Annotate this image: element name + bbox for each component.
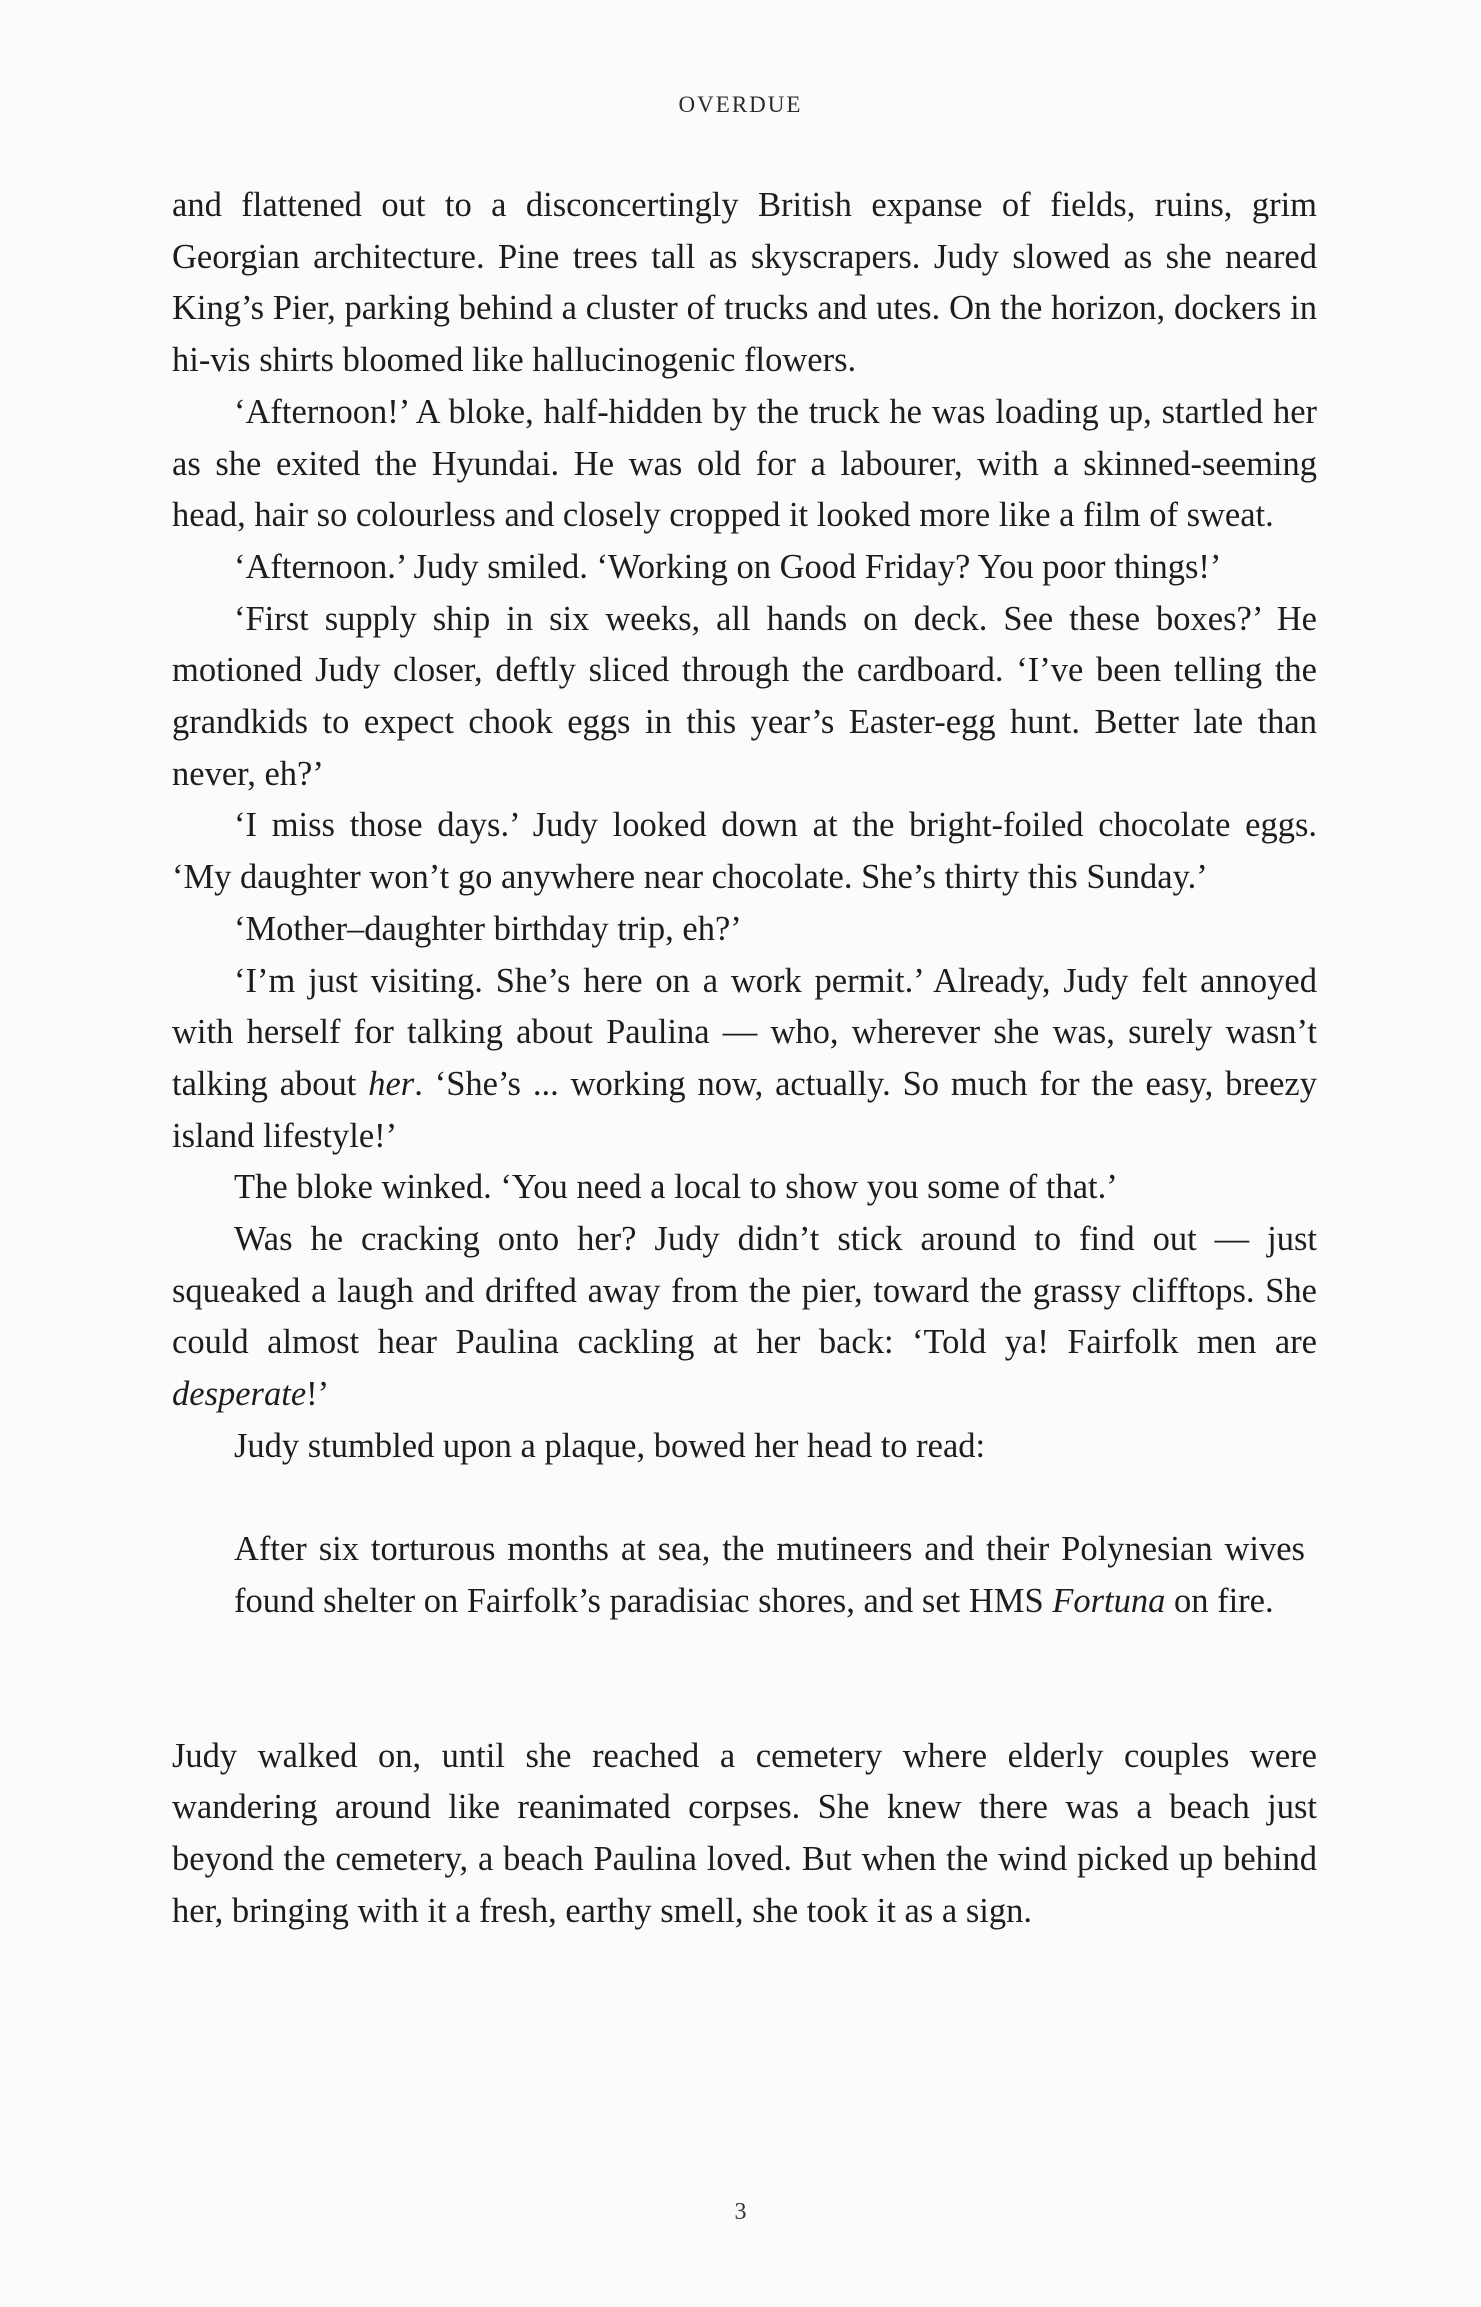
paragraph-7-emphasis: her [368,1064,415,1103]
paragraph-11: Judy walked on, until she reached a cemetery where elderly couples were wandering around like reanimated corpses. She knew there was a beach just beyond the cemetery, a beach Paulina loved. But when the wind picked up behind her, bringing with it a fresh, earthy smell, she took it as a sign. [172,1736,1317,1930]
paragraph-5: ‘I miss those days.’ Judy looked down at the bright-foiled chocolate eggs. ‘My daughter won’t go anywhere near chocolate. She’s thirty this Sunday.’ [172,806,1317,897]
running-head: OVERDUE [678,92,803,117]
paragraph-1: and flattened out to a disconcertingly British expanse of fields, ruins, grim Georgian architecture. Pine trees tall as skyscrapers. Judy slowed as she neared King’s Pier, parking behind a cluster of trucks and utes. On the horizon, dockers in hi-vis shirts bloomed like hallucinogenic flowers. [172,186,1317,380]
paragraph-9-emphasis: desperate [172,1375,307,1414]
page-number: 3 [734,2199,747,2225]
paragraph-10: Judy stumbled upon a plaque, bowed her head to read: [234,1426,986,1465]
paragraph-3: ‘Afternoon.’ Judy smiled. ‘Working on Good Friday? You poor things!’ [234,547,1222,586]
paragraph-9-text-b: !’ [306,1375,330,1414]
paragraph-2: ‘Afternoon!’ A bloke, half-hidden by the truck he was loading up, startled her as she exited the Hyundai. He was old for a labourer, with a skinned-seeming head, hair so colourless and closely cropped it looked more like a film of sweat. [172,392,1317,535]
paragraph-7-text-a: ‘I’m just visiting. She’s here on a work permit.’ Already, Judy felt annoyed with herself for talking about Paulina — who, wherever she was, surely wasn’t talking about [172,961,1317,1103]
plaque-text-b: on fire. [1165,1581,1274,1620]
paragraph-8: The bloke winked. ‘You need a local to show you some of that.’ [234,1168,1118,1207]
plaque-ship-name: Fortuna [1052,1581,1166,1620]
plaque-quote [172,1524,1317,1627]
paragraph-7 [172,956,1317,1163]
plaque-text-a: After six torturous months at sea, the mutineers and their Polynesian wives found shelter on Fairfolk’s paradisiac shores, and set HMS [234,1530,1305,1620]
paragraph-9 [172,1214,1317,1421]
paragraph-9-text-a: Was he cracking onto her? Judy didn’t stick around to find out — just squeaked a laugh and drifted away from the pier, toward the grassy clifftops. She could almost hear Paulina cackling at her back: ‘Told ya! Fairfolk men are [172,1220,1317,1362]
paragraph-7-text-b: . ‘She’s ... working now, actually. So much for the easy, breezy island lifestyle!’ [172,1064,1317,1155]
paragraph-6: ‘Mother–daughter birthday trip, eh?’ [234,909,742,948]
paragraph-4: ‘First supply ship in six weeks, all hands on deck. See these boxes?’ He motioned Judy closer, deftly sliced through the cardboard. ‘I’ve been telling the grandkids to expect chook eggs in this year’s Easter-egg hunt. Better late than never, eh?’ [172,599,1317,793]
body-text [172,180,1317,1937]
